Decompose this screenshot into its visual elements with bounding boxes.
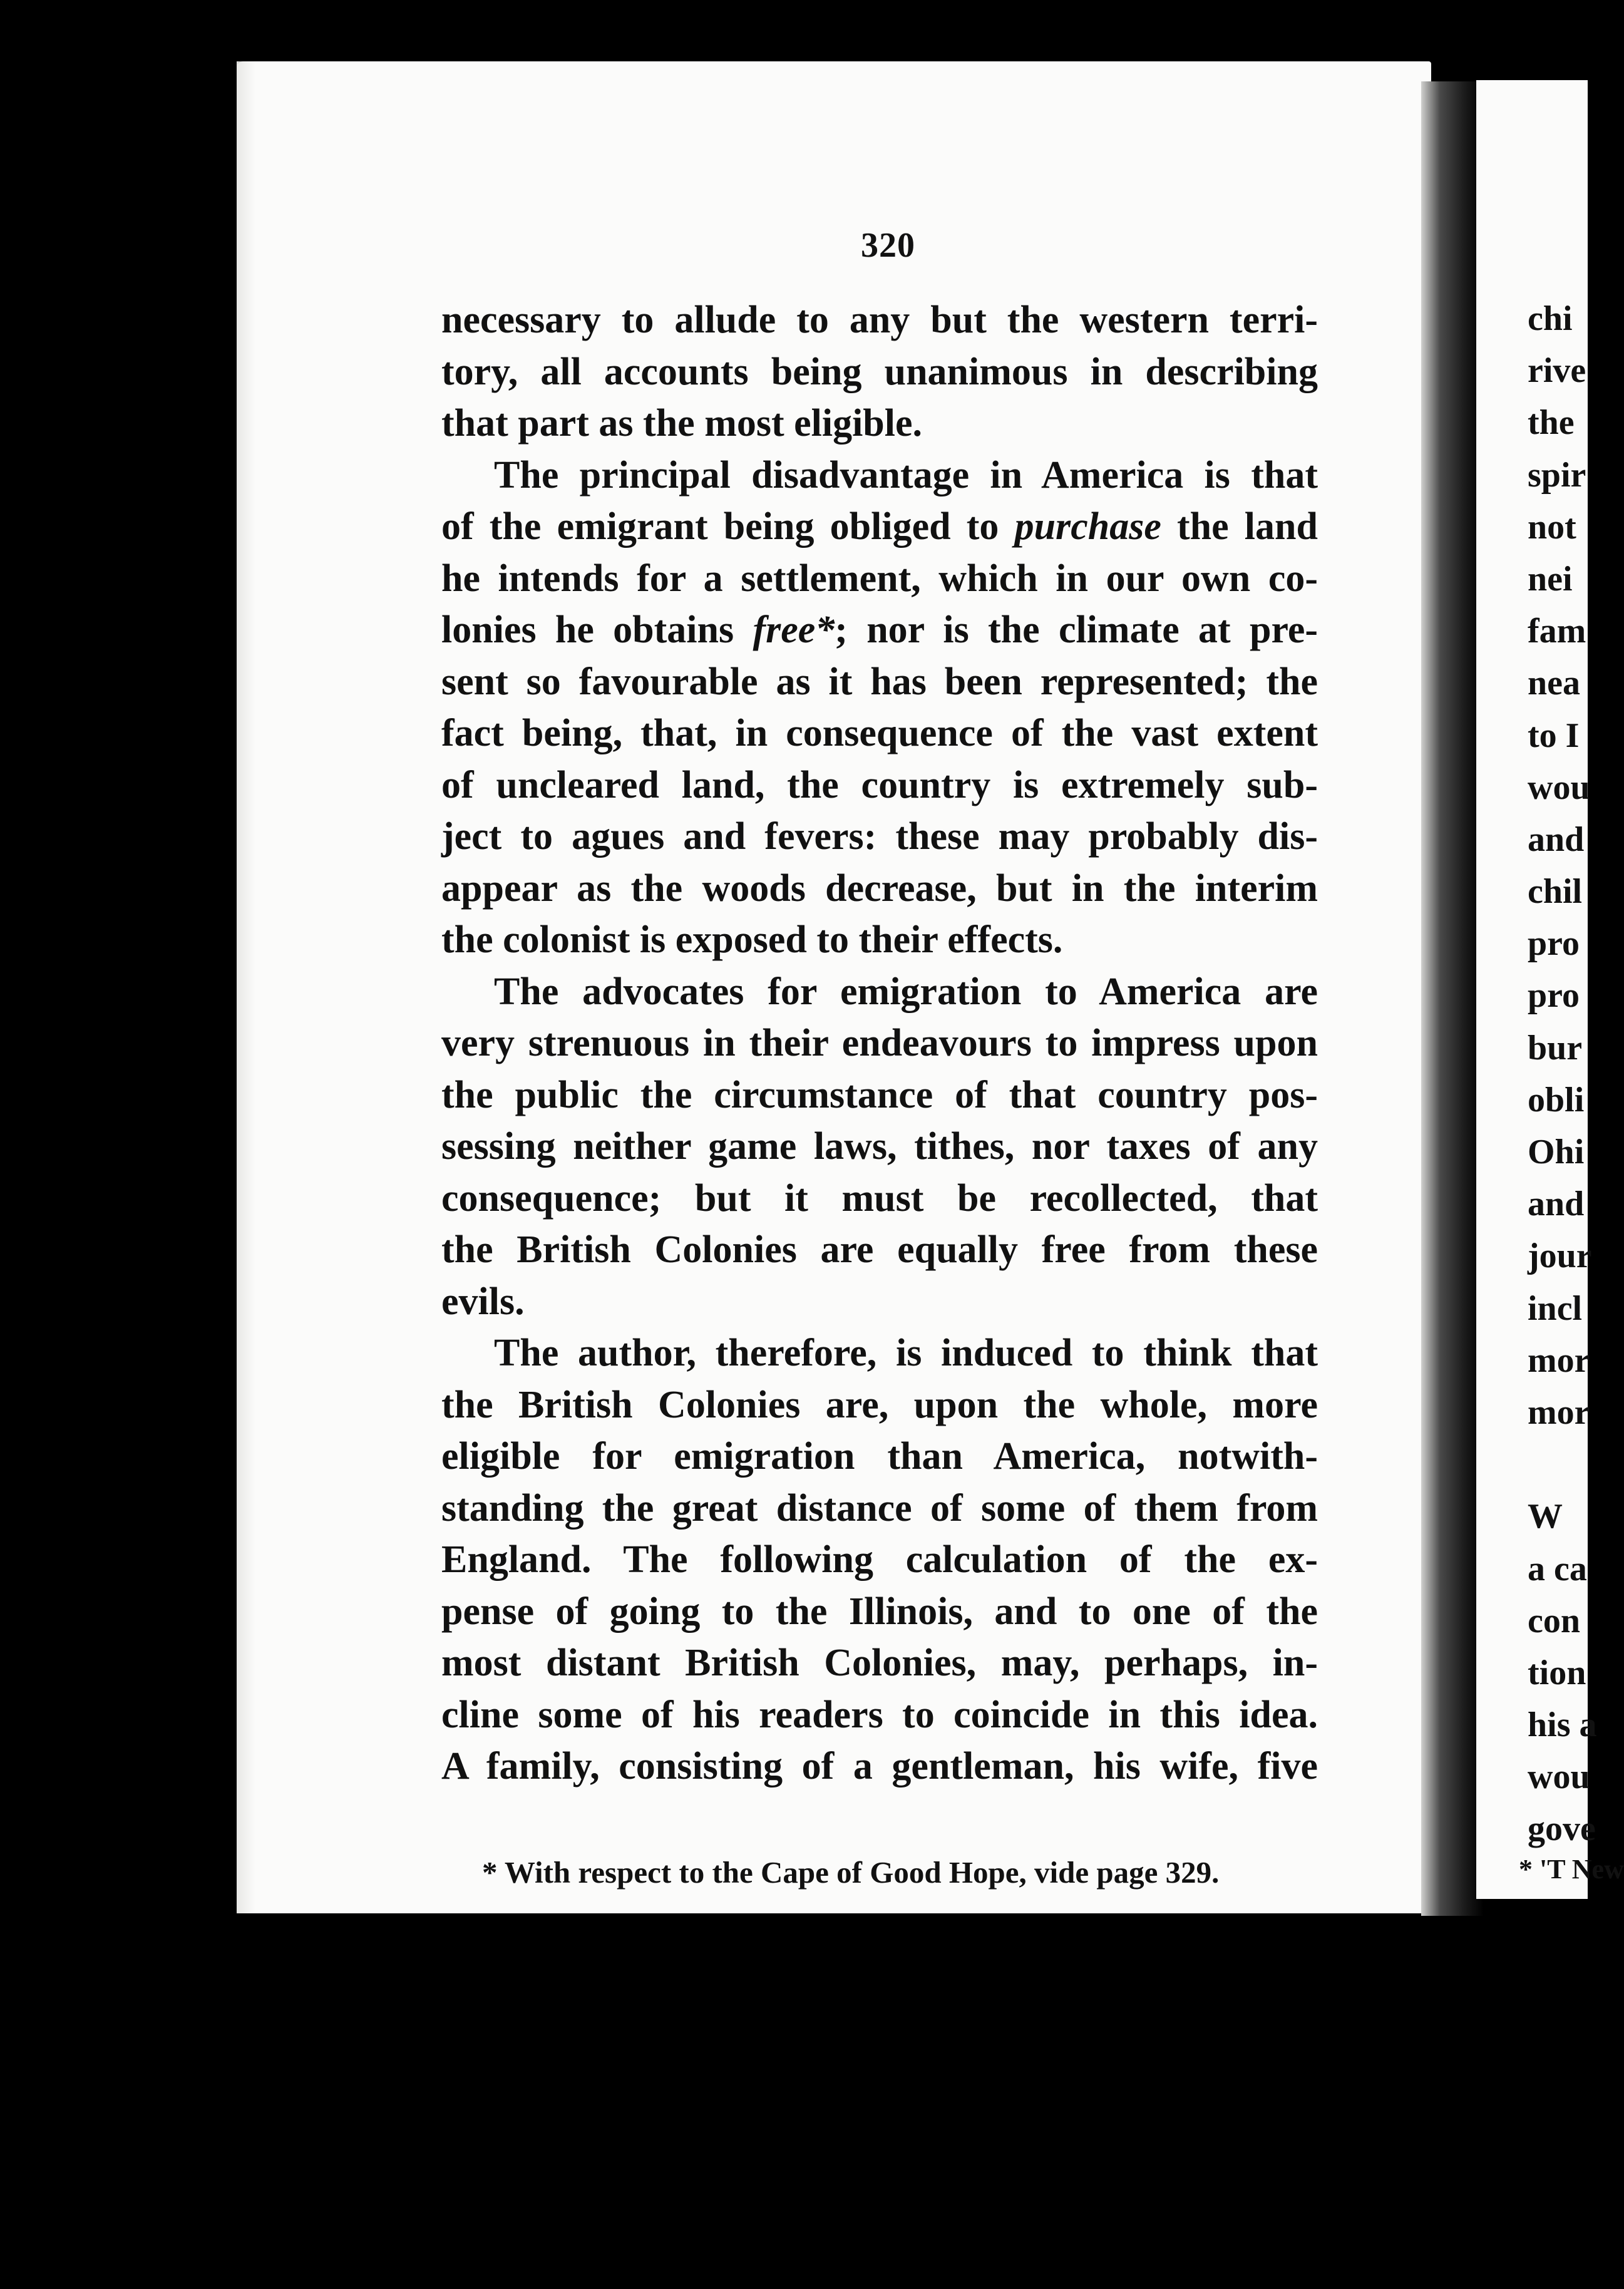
facing-page-fragment: bur (1528, 1028, 1583, 1067)
facing-page-fragment: spir (1528, 455, 1586, 495)
facing-page-fragment: rive (1528, 351, 1586, 391)
facing-page-fragment: to I (1528, 716, 1580, 755)
text-line: lonies he obtains free*; nor is the climate at pre- (441, 609, 1318, 651)
facing-page-footnote: * 'T New (1519, 1854, 1624, 1885)
text-line: very strenuous in their endeavours to impress upon (441, 1022, 1318, 1064)
facing-page-fragment: wou (1528, 768, 1590, 807)
facing-page-fragment: and (1528, 820, 1585, 859)
text-line: the British Colonies are equally free from these (441, 1228, 1318, 1271)
facing-page-fragment: incl (1528, 1289, 1583, 1328)
facing-page-fragment: W (1528, 1497, 1563, 1536)
text-line: pense of going to the Illinois, and to one of the (441, 1590, 1318, 1633)
facing-page-fragment: mor (1528, 1340, 1590, 1380)
text-line: the British Colonies are, upon the whole, more (441, 1383, 1318, 1426)
facing-page-fragment: a ca (1528, 1549, 1587, 1588)
text-line: of the emigrant being obliged to purchase the land (441, 505, 1318, 548)
facing-page-fragment: chi (1528, 299, 1573, 338)
text-line: the public the circumstance of that country pos- (441, 1073, 1318, 1116)
text-line: he intends for a settlement, which in our own co- (441, 557, 1318, 600)
text-line: cline some of his readers to coincide in this idea. (441, 1693, 1318, 1736)
text-line: fact being, that, in consequence of the vast extent (441, 712, 1318, 754)
footnote: * With respect to the Cape of Good Hope, vide page 329. (482, 1855, 1220, 1890)
facing-page-fragment: the (1528, 403, 1575, 443)
facing-page-fragment: pro (1528, 976, 1580, 1016)
facing-page-fragment: nea (1528, 664, 1580, 703)
text-line: standing the great distance of some of them from (441, 1486, 1318, 1530)
text-line: The advocates for emigration to America are (494, 970, 1318, 1013)
facing-page-fragment: nei (1528, 559, 1573, 599)
facing-page-fragment: mor (1528, 1392, 1590, 1432)
text-line: ject to agues and fevers: these may probably dis- (441, 815, 1318, 858)
text-line: appear as the woods decrease, but in the interim (441, 867, 1318, 910)
facing-page-fragment: his a (1528, 1705, 1597, 1745)
facing-page-fragment: con (1528, 1601, 1580, 1640)
facing-page-fragment: fam (1528, 612, 1586, 651)
text-line: the colonist is exposed to their effects. (441, 918, 1063, 961)
text-line: most distant British Colonies, may, perhaps, in- (441, 1642, 1318, 1684)
facing-page-fragment: not (1528, 507, 1576, 547)
book-gutter (1421, 81, 1484, 1916)
text-line: tory, all accounts being unanimous in describing (441, 350, 1318, 393)
facing-page-fragment: pro (1528, 924, 1580, 964)
text-line: evils. (441, 1280, 525, 1323)
text-line: necessary to allude to any but the western terri- (441, 299, 1318, 341)
text-line: that part as the most eligible. (441, 402, 923, 445)
facing-page-text (1528, 293, 1597, 1856)
facing-page-fragment: wou (1528, 1757, 1590, 1797)
text-line: sent so favourable as it has been represented; the (441, 660, 1318, 703)
text-line: sessing neither game laws, tithes, nor taxes of any (441, 1125, 1318, 1168)
facing-page-fragment (1528, 1439, 1588, 1491)
page-number: 320 (861, 226, 915, 265)
body-text (441, 294, 1318, 1793)
text-line: consequence; but it must be recollected, that (441, 1176, 1318, 1220)
facing-page-fragment: jour (1528, 1237, 1592, 1276)
text-line: The principal disadvantage in America is that (494, 453, 1318, 496)
facing-page-fragment: gove (1528, 1809, 1596, 1849)
text-line: eligible for emigration than America, notwith- (441, 1435, 1318, 1478)
facing-page-fragment: Ohi (1528, 1133, 1585, 1171)
facing-page-fragment: tion (1528, 1653, 1586, 1692)
facing-page-fragment: and (1528, 1185, 1585, 1224)
facing-page-fragment: chil (1528, 872, 1583, 912)
facing-page-fragment: obli (1528, 1080, 1585, 1119)
text-line: of uncleared land, the country is extremely sub- (441, 763, 1318, 806)
page-edge-shadow (237, 61, 255, 1913)
text-line: A family, consisting of a gentleman, his wife, five (441, 1745, 1318, 1787)
text-line: England. The following calculation of the ex- (441, 1538, 1318, 1581)
text-line: The author, therefore, is induced to think that (494, 1332, 1318, 1374)
